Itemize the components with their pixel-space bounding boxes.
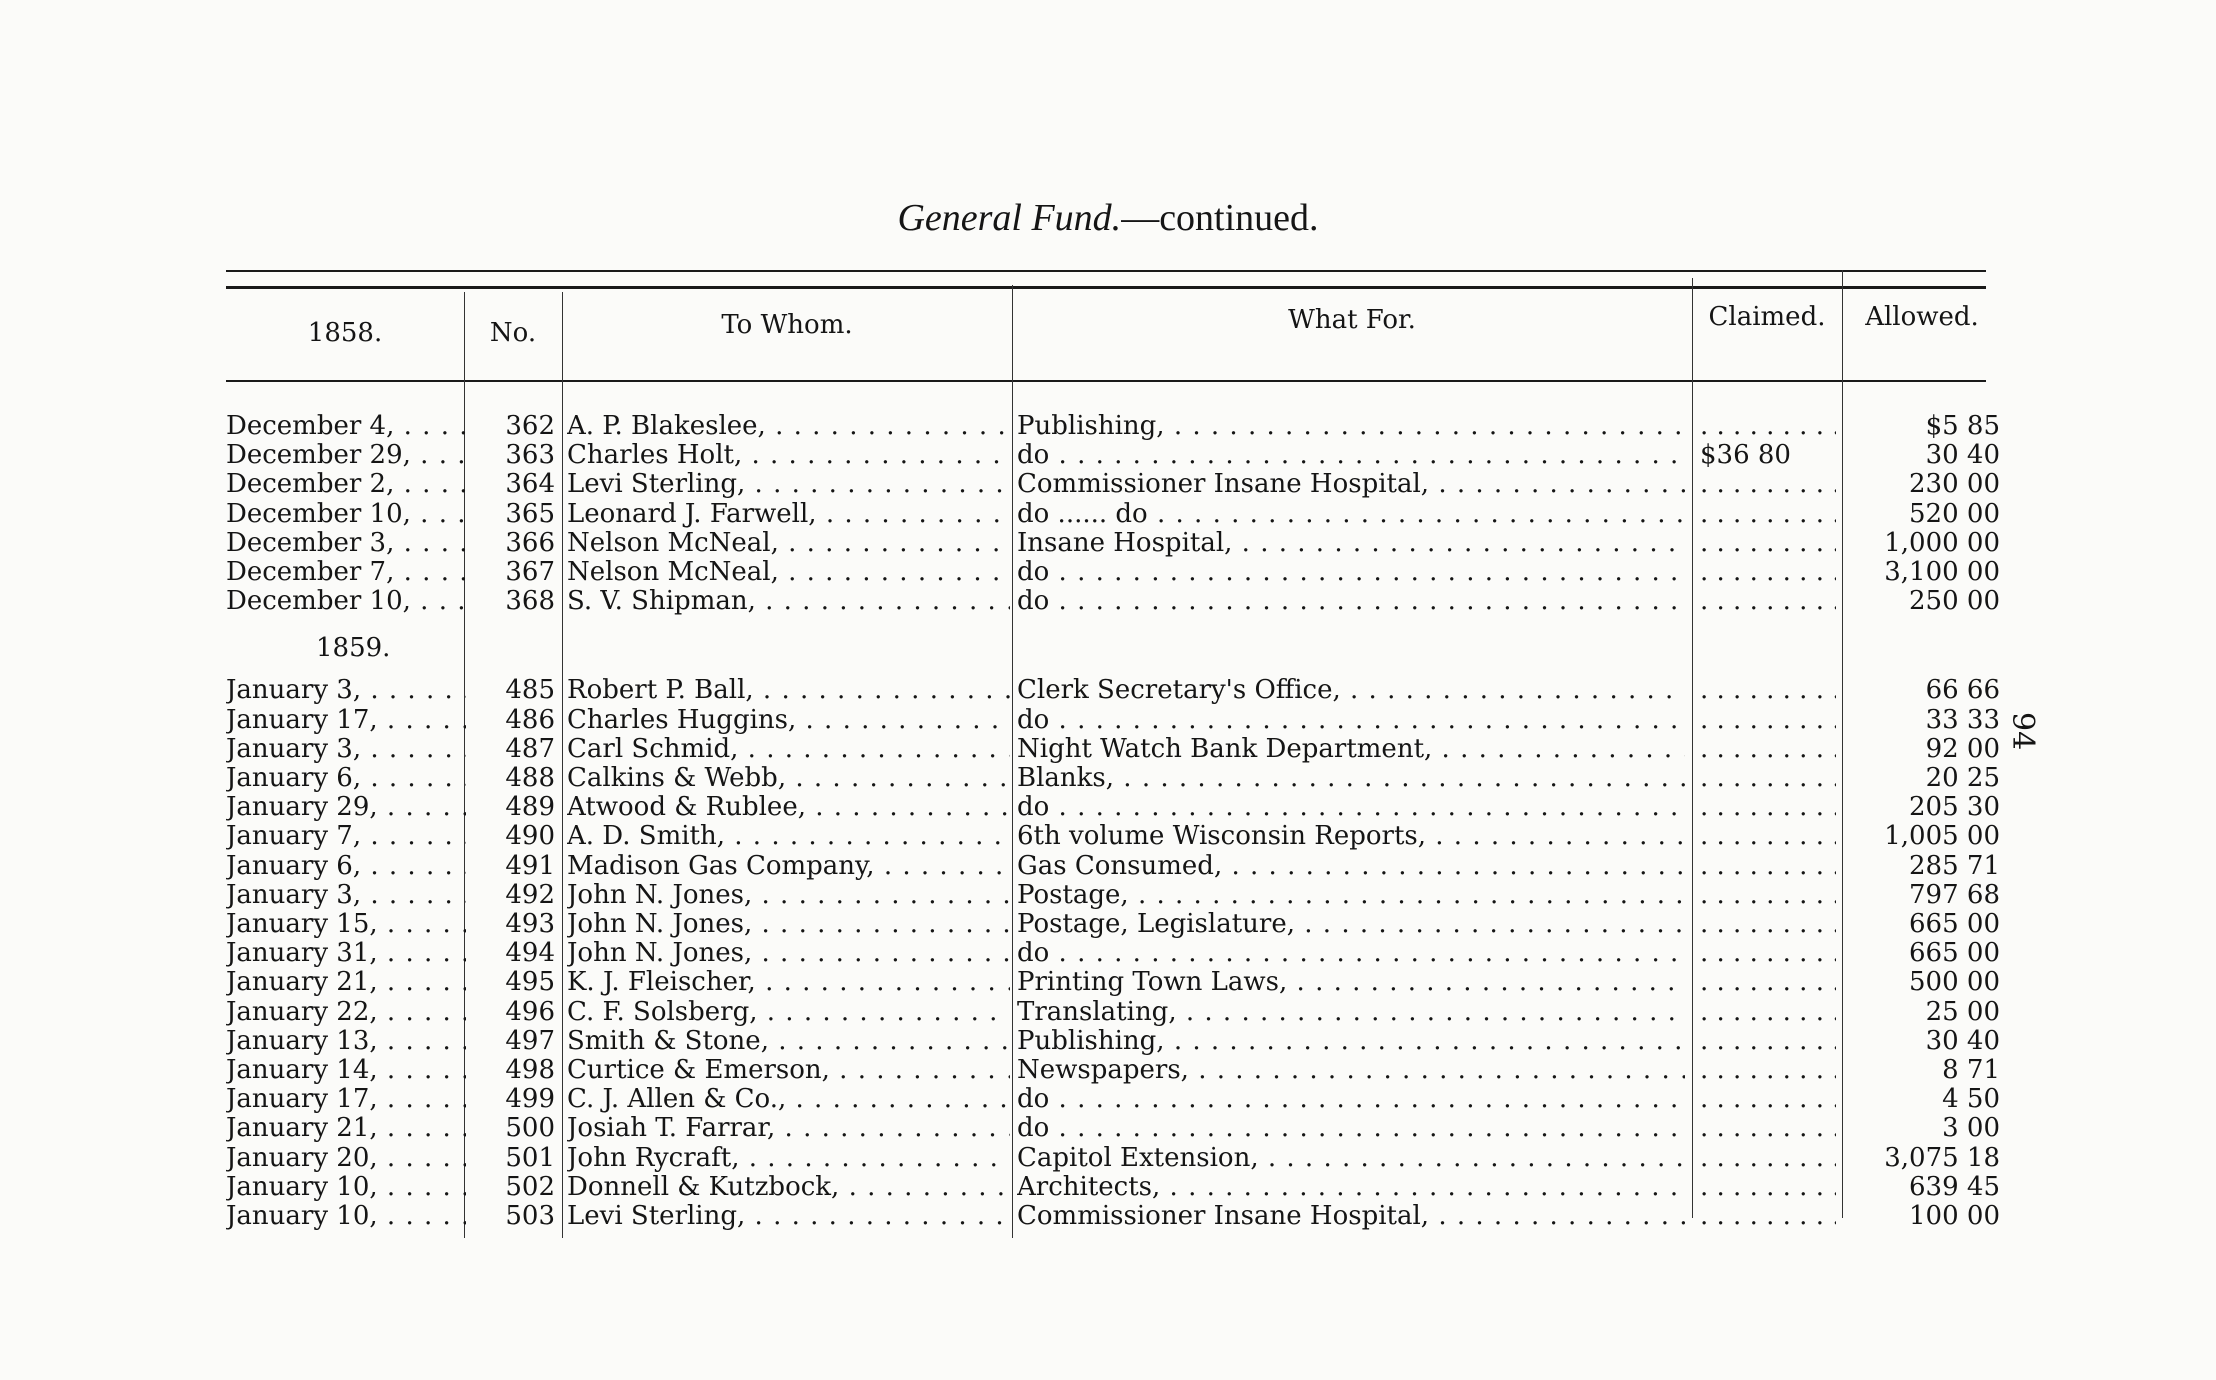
allowed-cell: 665 00 [1909,910,2000,939]
payee-cell: John Rycraft, . . . [567,1144,1010,1173]
payee-cell: S. V. Shipman, . . . [567,587,1010,616]
number-cell: 486 [505,705,555,735]
claimed-cell [1700,412,1836,441]
table-row [0,470,2216,499]
purpose-cell: do . . . [1017,558,1685,587]
table-row [0,968,2216,997]
allowed-cell: 1,000 00 [1884,528,2000,558]
claimed-cell [1700,735,1836,764]
payee-cell: Josiah T. Farrar, . . . [567,1114,1010,1143]
number-cell: 368 [505,587,555,617]
payee-cell: Levi Sterling, . . . [567,1202,1010,1231]
table-row [0,852,2216,881]
claimed-cell [1700,1056,1836,1085]
claimed-cell [1700,470,1836,499]
allowed-cell: 500 00 [1909,968,2000,998]
number-cell: 501 [505,1143,555,1173]
allowed-cell: 3,100 00 [1884,558,2000,587]
purpose-cell: do . . . [1017,441,1685,470]
allowed-cell: 285 71 [1909,851,2000,881]
claimed-cell [1700,1144,1836,1173]
purpose-cell: Insane Hospital, . . . [1017,529,1685,558]
number-cell: 494 [505,939,555,969]
purpose-cell: do . . . [1017,793,1685,822]
payee-cell: Atwood & Rublee, . . . [567,793,1010,822]
number-cell: 498 [505,1056,555,1085]
date-cell: December 4, . . . [226,412,466,441]
number-cell: 502 [505,1172,555,1202]
allowed-cell: 30 40 [1925,441,2000,471]
table-row [0,587,2216,616]
purpose-cell: Commissioner Insane Hospital, . . . [1017,470,1685,499]
purpose-cell: Commissioner Insane Hospital, . . . [1017,1202,1685,1231]
date-cell: January 17, . . . [226,706,466,735]
date-cell: December 10, . . . [226,500,466,529]
top-rule [226,270,1986,272]
payee-cell: Carl Schmid, . . . [567,735,1010,764]
purpose-cell: Printing Town Laws, . . . [1017,968,1685,997]
purpose-cell: Clerk Secretary's Office, . . . [1017,676,1685,705]
allowed-cell: 230 00 [1909,470,2000,500]
payee-cell: Calkins & Webb, . . . [567,764,1010,793]
allowed-cell: 4 50 [1942,1085,2000,1115]
payee-cell: John N. Jones, . . . [567,881,1010,910]
payee-cell: Levi Sterling, . . . [567,470,1010,499]
allowed-cell: 66 66 [1925,676,2000,706]
number-cell: 365 [505,499,555,529]
allowed-cell: 30 40 [1925,1026,2000,1056]
claimed-cell [1700,910,1836,939]
purpose-cell: Architects, . . . [1017,1173,1685,1202]
date-cell: January 21, . . . [226,968,466,997]
payee-cell: C. F. Solsberg, . . . [567,998,1010,1027]
date-cell: December 10, . . . [226,587,466,616]
table-row [0,822,2216,851]
claimed-cell [1700,529,1836,558]
payee-cell: John N. Jones, . . . [567,939,1010,968]
date-cell: December 29, . . . [226,441,466,470]
allowed-cell: 3 00 [1942,1114,2000,1144]
payee-cell: Charles Holt, . . . [567,441,1010,470]
date-cell: January 31, . . . [226,939,466,968]
claimed-cell [1700,1173,1836,1202]
payee-cell: John N. Jones, . . . [567,910,1010,939]
page-number: 94 [2005,712,2040,751]
allowed-cell: 20 25 [1925,764,2000,793]
table-row [0,1202,2216,1231]
table-row [0,998,2216,1027]
number-cell: 496 [505,997,555,1027]
payee-cell: Nelson McNeal, . . . [567,558,1010,587]
payee-cell: Nelson McNeal, . . . [567,529,1010,558]
header-claimed: Claimed. [1708,302,1826,332]
allowed-cell: 797 68 [1909,880,2000,910]
title-continued: —continued. [1121,197,1319,239]
year-1859-label: 1859. [316,633,391,663]
payee-cell: Smith & Stone, . . . [567,1027,1010,1056]
date-cell: December 3, . . . [226,529,466,558]
payee-cell: Charles Huggins, . . . [567,706,1010,735]
allowed-cell: 250 00 [1909,587,2000,617]
payee-cell: C. J. Allen & Co., . . . [567,1085,1010,1114]
number-cell: 487 [505,734,555,764]
number-cell: 492 [505,880,555,910]
claimed-cell [1700,500,1836,529]
purpose-cell: Postage, . . . [1017,881,1685,910]
page-title [0,196,2216,240]
payee-cell: Leonard J. Farwell, . . . [567,500,1010,529]
claimed-cell [1700,968,1836,997]
date-cell: January 3, . . . [226,735,466,764]
header-no: No. [489,318,537,348]
allowed-cell: 92 00 [1925,734,2000,764]
purpose-cell: do . . . [1017,1085,1685,1114]
purpose-cell: 6th volume Wisconsin Reports, . . . [1017,822,1685,851]
table-row [0,676,2216,705]
table-row [0,500,2216,529]
number-cell: 490 [505,822,555,852]
payee-cell: K. J. Fleischer, . . . [567,968,1010,997]
date-cell: January 21, . . . [226,1114,466,1143]
allowed-cell: 520 00 [1909,499,2000,529]
payee-cell: A. D. Smith, . . . [567,822,1010,851]
purpose-cell: do . . . [1017,939,1685,968]
table-row [0,910,2216,939]
number-cell: 363 [505,441,555,471]
payee-cell: A. P. Blakeslee, . . . [567,412,1010,441]
payee-cell: Donnell & Kutzbock, . . . [567,1173,1010,1202]
allowed-cell: 25 00 [1925,997,2000,1027]
table-row [0,706,2216,735]
header-what-for: What For. [1288,305,1416,335]
purpose-cell: Postage, Legislature, . . . [1017,910,1685,939]
top-rule-thick [226,286,1986,289]
date-cell: January 29, . . . [226,793,466,822]
claimed-cell [1700,852,1836,881]
table-row [0,1027,2216,1056]
purpose-cell: Gas Consumed, . . . [1017,852,1685,881]
date-cell: January 6, . . . [226,764,466,793]
payee-cell: Robert P. Ball, . . . [567,676,1010,705]
allowed-cell: 665 00 [1909,939,2000,969]
number-cell: 366 [505,528,555,558]
claimed-cell [1700,881,1836,910]
allowed-cell: 639 45 [1909,1172,2000,1202]
purpose-cell: do ...... do . . . [1017,500,1685,529]
date-cell: January 3, . . . [226,676,466,705]
table-row [0,1173,2216,1202]
number-cell: 362 [505,412,555,441]
number-cell: 497 [505,1026,555,1056]
allowed-cell: 8 71 [1942,1056,2000,1085]
date-cell: January 3, . . . [226,881,466,910]
number-cell: 495 [505,968,555,998]
title-italic: General Fund. [897,197,1122,239]
allowed-cell: $5 85 [1925,412,2000,441]
claimed-cell [1700,822,1836,851]
claimed-cell: $36 80 [1700,441,1791,471]
payee-cell: Curtice & Emerson, . . . [567,1056,1010,1085]
purpose-cell: Publishing, . . . [1017,412,1685,441]
claimed-cell [1700,1027,1836,1056]
table-row [0,735,2216,764]
number-cell: 500 [505,1114,555,1144]
purpose-cell: do . . . [1017,706,1685,735]
header-rule [226,380,1986,382]
date-cell: December 2, . . . [226,470,466,499]
number-cell: 499 [505,1085,555,1115]
date-cell: January 14, . . . [226,1056,466,1085]
table-row [0,1114,2216,1143]
date-cell: January 20, . . . [226,1144,466,1173]
number-cell: 489 [505,793,555,823]
number-cell: 503 [505,1202,555,1231]
purpose-cell: Newspapers, . . . [1017,1056,1685,1085]
allowed-cell: 1,005 00 [1884,822,2000,852]
header-allowed: Allowed. [1865,302,1979,332]
claimed-cell [1700,587,1836,616]
table-row [0,1144,2216,1173]
claimed-cell [1700,1114,1836,1143]
table-row [0,529,2216,558]
allowed-cell: 100 00 [1909,1202,2000,1231]
date-cell: December 7, . . . [226,558,466,587]
purpose-cell: Night Watch Bank Department, . . . [1017,735,1685,764]
claimed-cell [1700,1202,1836,1231]
header-year: 1858. [307,318,383,348]
purpose-cell: Capitol Extension, . . . [1017,1144,1685,1173]
date-cell: January 13, . . . [226,1027,466,1056]
table-row [0,939,2216,968]
table-row [0,881,2216,910]
claimed-cell [1700,1085,1836,1114]
number-cell: 488 [505,764,555,793]
number-cell: 367 [505,558,555,587]
table-row [0,764,2216,793]
table-row [0,1056,2216,1085]
claimed-cell [1700,998,1836,1027]
claimed-cell [1700,676,1836,705]
purpose-cell: Translating, . . . [1017,998,1685,1027]
claimed-cell [1700,764,1836,793]
date-cell: January 10, . . . [226,1202,466,1231]
claimed-cell [1700,939,1836,968]
date-cell: January 7, . . . [226,822,466,851]
allowed-cell: 3,075 18 [1884,1143,2000,1173]
date-cell: January 17, . . . [226,1085,466,1114]
table-row [0,1085,2216,1114]
allowed-cell: 205 30 [1909,793,2000,823]
payee-cell: Madison Gas Company, . . . [567,852,1010,881]
claimed-cell [1700,793,1836,822]
purpose-cell: Blanks, . . . [1017,764,1685,793]
table-row [0,441,2216,470]
table-row [0,558,2216,587]
table-row [0,412,2216,441]
date-cell: January 10, . . . [226,1173,466,1202]
purpose-cell: do . . . [1017,587,1685,616]
number-cell: 491 [505,851,555,881]
header-to-whom: To Whom. [721,310,853,340]
number-cell: 364 [505,470,555,500]
claimed-cell [1700,706,1836,735]
purpose-cell: Publishing, . . . [1017,1027,1685,1056]
number-cell: 493 [505,910,555,939]
claimed-cell [1700,558,1836,587]
date-cell: January 22, . . . [226,998,466,1027]
date-cell: January 6, . . . [226,852,466,881]
number-cell: 485 [505,676,555,706]
date-cell: January 15, . . . [226,910,466,939]
allowed-cell: 33 33 [1925,705,2000,735]
table-row [0,793,2216,822]
purpose-cell: do . . . [1017,1114,1685,1143]
